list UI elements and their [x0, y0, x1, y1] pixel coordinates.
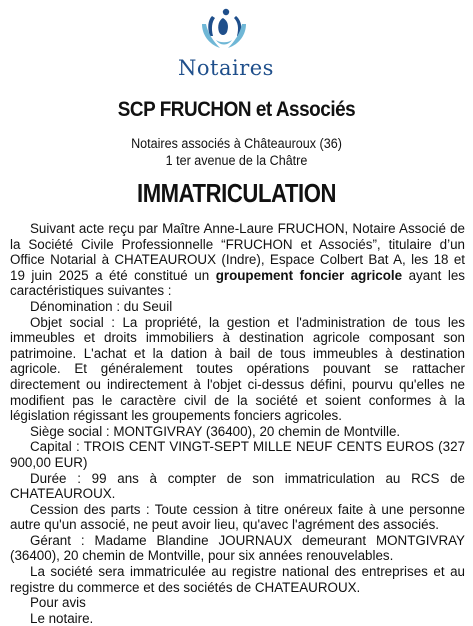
notice-title: IMMATRICULATION: [136, 178, 337, 208]
pour-avis: Pour avis: [30, 595, 86, 611]
notaires-emblem-icon: [192, 6, 256, 56]
cession-parts: Cession des parts : Toute cession à titre onéreux faite à une personne autre qu'un associé, ne peut avoir lieu, qu'avec l'agrément des associés.: [10, 501, 465, 533]
logo-wordmark: Notaires: [178, 56, 274, 80]
entity-type: groupement foncier agricole: [215, 267, 403, 283]
notice-body: [10, 221, 465, 626]
capital: Capital : TROIS CENT VINGT-SEPT MILLE NEUF CENTS EUROS (327 900,00 EUR): [10, 439, 465, 470]
company-subtitle: Notaires associés à Châteauroux (36): [131, 136, 342, 151]
objet-social: Objet social : La propriété, la gestion et l'administration de tous les immeubles et droits immobiliers à destination agricole composant son patrimoine. L'achat et la dation à bail de tous immeubles à destination agricole. Et généralement toutes opérations pouvant se rattacher directement ou indirectement à l'objet ci-dessus défini, pourvu qu'elles ne modifient pas le caractère civil de la société et soient conformes à la législation régissant les groupements fonciers agricoles.: [10, 314, 465, 424]
denomination: Dénomination : du Seuil: [30, 298, 173, 314]
intro-paragraph: Suivant acte reçu par Maître Anne-Laure FRUCHON, Notaire Associé de la Société Civile Professionnelle “FRUCHON et Associés”, titulaire d’un Office Notarial à CHATEAUROUX (Indre), Espace Colbert Bat A, les 18 et 19 juin 2025 a été constitué un groupement foncier agricole ayant les caractéristiques suivantes :: [10, 221, 465, 299]
rcs-registration: La société sera immatriculée au registre national des entreprises et au registre du commerce et des sociétés de CHATEAUROUX.: [10, 564, 465, 595]
gerant: Gérant : Madame Blandine JOURNAUX demeurant MONTGIVRAY (36400), 20 chemin de Montville, pour six années renouvelables.: [10, 532, 465, 564]
notaires-logo: [178, 6, 274, 86]
company-name: SCP FRUCHON et Associés: [117, 98, 356, 121]
company-address: 1 ter avenue de la Châtre: [165, 153, 308, 168]
signature: Le notaire.: [30, 610, 94, 626]
siege-social: Siège social : MONTGIVRAY (36400), 20 chemin de Montville.: [30, 423, 401, 439]
duree: Durée : 99 ans à compter de son immatriculation au RCS de CHATEAUROUX.: [10, 470, 465, 502]
